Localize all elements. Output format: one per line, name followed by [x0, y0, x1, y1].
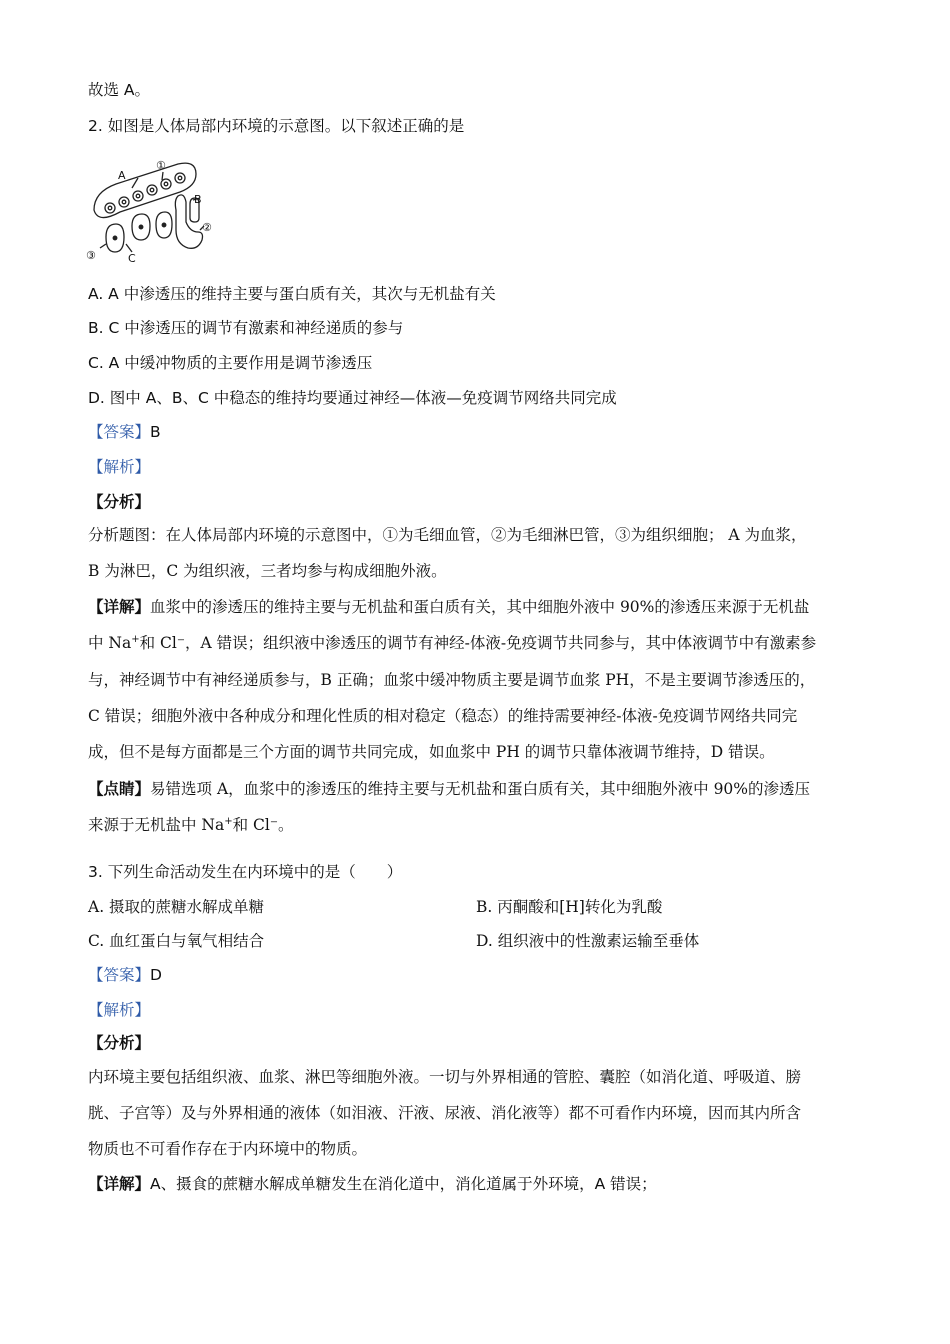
red-cell [147, 185, 157, 195]
q3-option-c: C. 血红蛋白与氧气相结合 [88, 932, 265, 950]
q3-analysis-line: 内环境主要包括组织液、血浆、淋巴等细胞外液。一切与外界相通的管腔、囊腔（如消化道、呼吸道、膀 [88, 1068, 802, 1086]
dianjing-line: 【点睛】易错选项 A，血浆中的渗透压的维持主要与无机盐和蛋白质有关，其中细胞外液中 90%的渗透压 [88, 779, 811, 798]
answer-tag: 【答案】 [88, 423, 151, 441]
q3-analysis-line: 物质也不可看作存在于内环境中的物质。 [88, 1140, 368, 1158]
option-b: B. C 中渗透压的调节有激素和神经递质的参与 [88, 319, 404, 337]
answer-line [88, 422, 878, 442]
inner-environment-figure [86, 152, 216, 268]
analysis-line: B 为淋巴，C 为组织液，三者均参与构成细胞外液。 [88, 562, 447, 580]
conclusion-line: 故选 A。 [88, 81, 151, 99]
detail-line: C 错误；细胞外液中各种成分和理化性质的相对稳定（稳态）的维持需要神经-体液-免疫调节网络共同完 [88, 707, 798, 725]
q3-detail-line: 【详解】A、摄食的蔗糖水解成单糖发生在消化道中，消化道属于外环境，A 错误； [88, 1174, 657, 1193]
detail-line: 成，但不是每方面都是三个方面的调节共同完成，如血浆中 PH 的调节只靠体液调节维持，D 错误。 [88, 743, 775, 761]
red-cell [119, 197, 129, 207]
option-d: D. 图中 A、B、C 中稳态的维持均要通过神经—体液—免疫调节网络共同完成 [88, 389, 617, 407]
detail-line: 【详解】血浆中的渗透压的维持主要与无机盐和蛋白质有关，其中细胞外液中 90%的渗透压来源于无机盐 [88, 597, 810, 616]
option-a: A. A 中渗透压的维持主要与蛋白质有关，其次与无机盐有关 [88, 285, 496, 303]
label-3: ③ [86, 249, 96, 262]
red-cell [105, 203, 115, 213]
option-c: C. A 中缓冲物质的主要作用是调节渗透压 [88, 354, 373, 372]
analysis-line: 分析题图：在人体局部内环境的示意图中，①为毛细血管，②为毛细淋巴管，③为组织细胞； A 为血浆， [88, 526, 807, 544]
label-C: C [128, 252, 136, 265]
q3-option-d: D. 组织液中的性激素运输至垂体 [476, 932, 700, 950]
jiexi-heading: 【解析】 [88, 458, 151, 476]
dianjing-line: 来源于无机盐中 Na+和 Cl⁻。 [88, 815, 294, 834]
detail-tag: 【详解】 [88, 597, 151, 616]
question-2-title: 2. 如图是人体局部内环境的示意图。以下叙述正确的是 [88, 117, 465, 135]
answer-tag: 【答案】 [88, 966, 151, 984]
label-B: B [194, 193, 202, 206]
label-A: A [118, 169, 126, 182]
q3-option-b: B. 丙酮酸和[H]转化为乳酸 [476, 898, 663, 916]
q3-option-a: A. 摄取的蔗糖水解成单糖 [88, 898, 265, 916]
answer-value: B [150, 423, 161, 441]
q3-jiexi-heading: 【解析】 [88, 1001, 151, 1019]
detail-tag: 【详解】 [88, 1174, 151, 1193]
q3-fenxi-heading: 【分析】 [88, 1034, 151, 1052]
detail-line: 与，神经调节中有神经递质参与，B 正确；血浆中缓冲物质主要是调节血浆 PH，不是主要调节渗透压的， [88, 671, 816, 689]
red-cell [161, 179, 171, 189]
answer-value: D [150, 966, 162, 984]
red-cell [133, 191, 143, 201]
label-1: ① [156, 159, 166, 172]
detail-line: 中 Na+和 Cl⁻，A 错误；组织液中渗透压的调节有神经-体液-免疫调节共同参与，其中体液调节中有激素参 [88, 633, 817, 652]
question-3-title: 3. 下列生命活动发生在内环境中的是（ ） [88, 863, 403, 881]
q3-analysis-line: 胱、子宫等）及与外界相通的液体（如泪液、汗液、尿液、消化液等）都不可看作内环境，因而其内所含 [88, 1104, 802, 1122]
dianjing-tag: 【点睛】 [88, 779, 151, 798]
red-cell [175, 173, 185, 183]
label-2: ② [202, 221, 212, 234]
q3-answer-line [88, 965, 878, 985]
fenxi-heading: 【分析】 [88, 493, 151, 511]
